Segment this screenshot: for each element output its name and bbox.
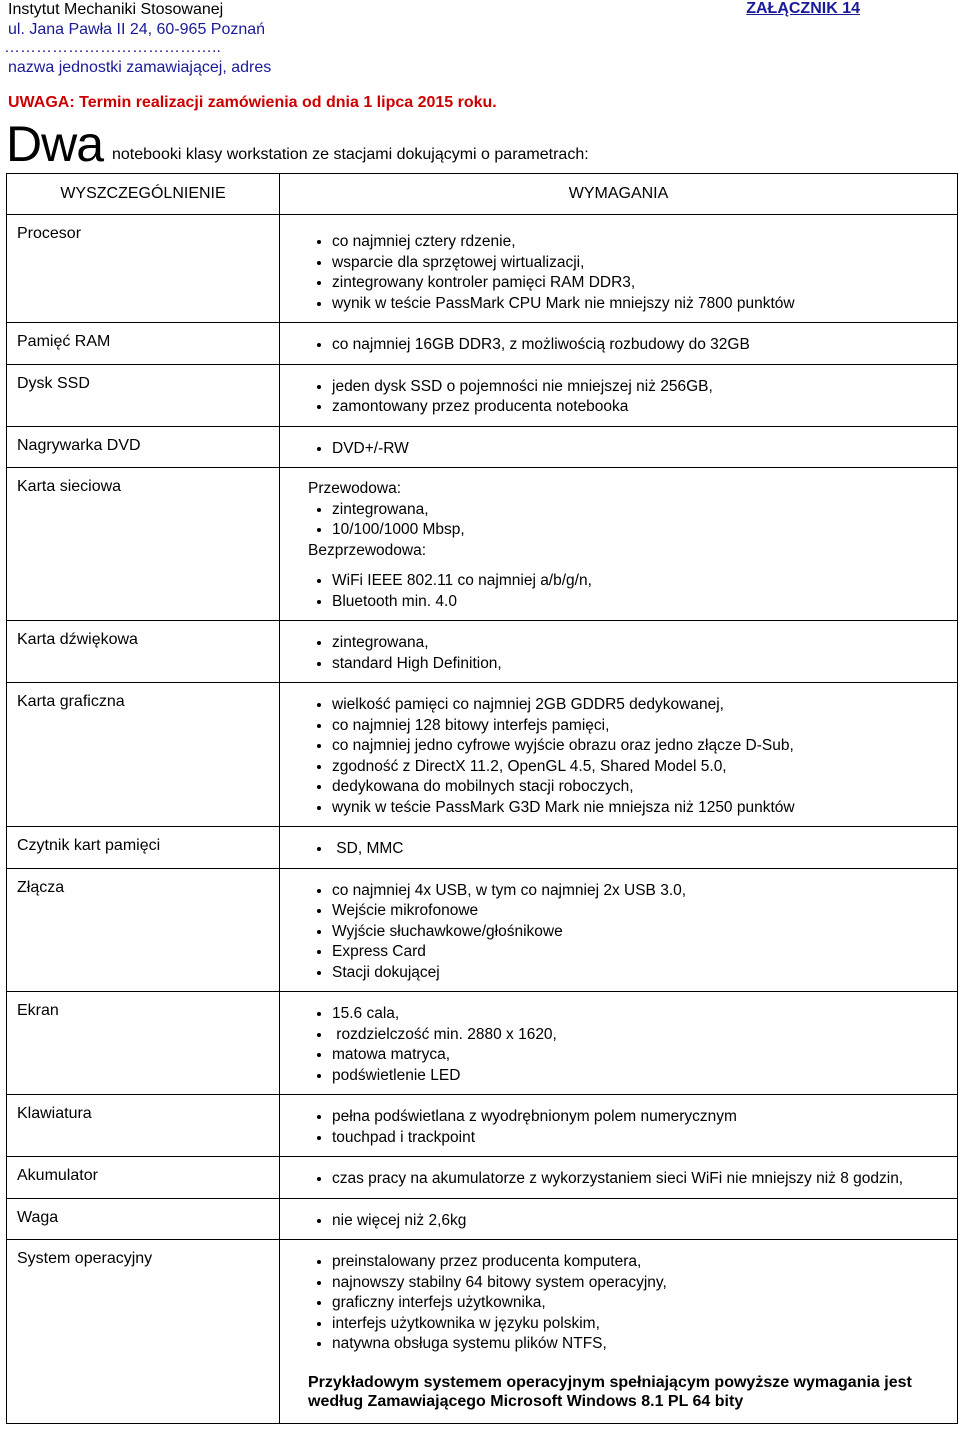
list-item: • co najmniej jedno cyfrowe wyjście obrazu oraz jedno złącze D-Sub, [332, 736, 957, 757]
list-item: • interfejs użytkownika w języku polskim, [332, 1314, 957, 1335]
list-item: • zintegrowana, [332, 633, 957, 654]
list-item: • SD, MMC [332, 839, 957, 860]
row-label: Karta dźwiękowa [7, 621, 280, 683]
row-label: Waga [7, 1198, 280, 1240]
requirement-list [306, 232, 957, 314]
row-label: Złącza [7, 868, 280, 992]
table-row [7, 621, 958, 683]
unit-label: nazwa jednostki zamawiającej, adres [8, 59, 272, 76]
list-item: • zgodność z DirectX 11.2, OpenGL 4.5, Shared Model 5.0, [332, 757, 957, 778]
requirement-list [306, 1107, 957, 1148]
placeholder-dots: ………………………………….. [4, 39, 221, 56]
col-header-requirements: WYMAGANIA [280, 174, 958, 215]
list-item: • wynik w teście PassMark CPU Mark nie mniejszy niż 7800 punktów [332, 294, 957, 315]
list-item: • najnowszy stabilny 64 bitowy system operacyjny, [332, 1273, 957, 1294]
list-item: • Express Card [332, 942, 957, 963]
list-item: • czas pracy na akumulatorze z wykorzystaniem sieci WiFi nie mniejszy niż 8 godzin, [332, 1169, 957, 1190]
table-row [7, 323, 958, 365]
table-header-row [7, 174, 958, 215]
table-row [7, 215, 958, 323]
col-header-spec: WYSZCZEGÓLNIENIE [7, 174, 280, 215]
requirement-list [306, 633, 957, 674]
list-item: • Wejście mikrofonowe [332, 901, 957, 922]
institution-address: ul. Jana Pawła II 24, 60-965 Poznań [8, 21, 266, 38]
list-item: • preinstalowany przez producenta komputera, [332, 1252, 957, 1273]
requirement-list [306, 839, 957, 860]
spec-table [6, 173, 958, 1424]
table-row [7, 1198, 958, 1240]
table-row [7, 1240, 958, 1424]
list-item: • zamontowany przez producenta notebooka [332, 397, 957, 418]
row-label: Nagrywarka DVD [7, 426, 280, 468]
row-label: System operacyjny [7, 1240, 280, 1424]
requirement-list [308, 500, 957, 541]
list-item: • matowa matryca, [332, 1045, 957, 1066]
title-big-word: Dwa [6, 116, 104, 172]
list-item: • WiFi IEEE 802.11 co najmniej a/b/g/n, [332, 571, 957, 592]
table-row [7, 992, 958, 1095]
requirement-list [306, 881, 957, 984]
row-label: Dysk SSD [7, 364, 280, 426]
requirement-list [308, 571, 957, 612]
list-item: • co najmniej 16GB DDR3, z możliwością rozbudowy do 32GB [332, 335, 957, 356]
title-rest: notebooki klasy workstation ze stacjami dokującymi o parametrach: [112, 146, 589, 163]
list-item: • wsparcie dla sprzętowej wirtualizacji, [332, 253, 957, 274]
list-item: • zintegrowana, [332, 500, 957, 521]
list-item: • nie więcej niż 2,6kg [332, 1211, 957, 1232]
list-item: • natywna obsługa systemu plików NTFS, [332, 1334, 957, 1355]
list-item: • wynik w teście PassMark G3D Mark nie mniejsza niż 1250 punktów [332, 798, 957, 819]
table-row [7, 683, 958, 827]
list-item: • Bluetooth min. 4.0 [332, 592, 957, 613]
list-item: • jeden dysk SSD o pojemności nie mniejszej niż 256GB, [332, 377, 957, 398]
table-row [7, 827, 958, 869]
list-item: • graficzny interfejs użytkownika, [332, 1293, 957, 1314]
wireless-label: Bezprzewodowa: [308, 541, 427, 559]
row-label: Karta sieciowa [7, 468, 280, 621]
list-item: • 15.6 cala, [332, 1004, 957, 1025]
row-label: Akumulator [7, 1157, 280, 1199]
wired-label: Przewodowa: [308, 480, 402, 497]
requirement-list [306, 695, 957, 818]
row-label: Ekran [7, 992, 280, 1095]
list-item: • wielkość pamięci co najmniej 2GB GDDR5 dedykowanej, [332, 695, 957, 716]
table-row [7, 1095, 958, 1157]
row-label: Procesor [7, 215, 280, 323]
list-item: • standard High Definition, [332, 654, 957, 675]
requirement-list [306, 439, 957, 460]
list-item: • co najmniej 128 bitowy interfejs pamięci, [332, 716, 957, 737]
list-item: • co najmniej 4x USB, w tym co najmniej 2x USB 3.0, [332, 881, 957, 902]
row-label: Pamięć RAM [7, 323, 280, 365]
list-item: • dedykowana do mobilnych stacji roboczych, [332, 777, 957, 798]
list-item: • rozdzielczość min. 2880 x 1620, [332, 1025, 957, 1046]
requirement-list [306, 1169, 957, 1190]
list-item: • Wyjście słuchawkowe/głośnikowe [332, 922, 957, 943]
table-row [7, 468, 958, 621]
table-row [7, 426, 958, 468]
table-row [7, 1157, 958, 1199]
row-label: Klawiatura [7, 1095, 280, 1157]
annex-label: ZAŁĄCZNIK 14 [746, 0, 860, 17]
requirement-list [306, 1004, 957, 1086]
os-example-note: Przykładowym systemem operacyjnym spełniającym powyższe wymagania jest według Zamawiającego Microsoft Windows 8.1 PL 64 bity [308, 1373, 912, 1410]
row-label: Czytnik kart pamięci [7, 827, 280, 869]
table-row [7, 364, 958, 426]
list-item: • Stacji dokującej [332, 963, 957, 984]
list-item: • co najmniej cztery rdzenie, [332, 232, 957, 253]
row-label: Karta graficzna [7, 683, 280, 827]
list-item: • touchpad i trackpoint [332, 1128, 957, 1149]
requirement-list [306, 335, 957, 356]
list-item: • zintegrowany kontroler pamięci RAM DDR3, [332, 273, 957, 294]
list-item: • DVD+/-RW [332, 439, 957, 460]
requirement-list [306, 1211, 957, 1232]
requirement-list [306, 377, 957, 418]
requirement-list [308, 1252, 957, 1355]
list-item: • 10/100/1000 Mbsp, [332, 520, 957, 541]
table-row [7, 868, 958, 992]
list-item: • pełna podświetlana z wyodrębnionym polem numerycznym [332, 1107, 957, 1128]
list-item: • podświetlenie LED [332, 1066, 957, 1087]
institution-name: Instytut Mechaniki Stosowanej [8, 1, 224, 18]
deadline-warning: UWAGA: Termin realizacji zamówienia od dnia 1 lipca 2015 roku. [8, 94, 497, 111]
